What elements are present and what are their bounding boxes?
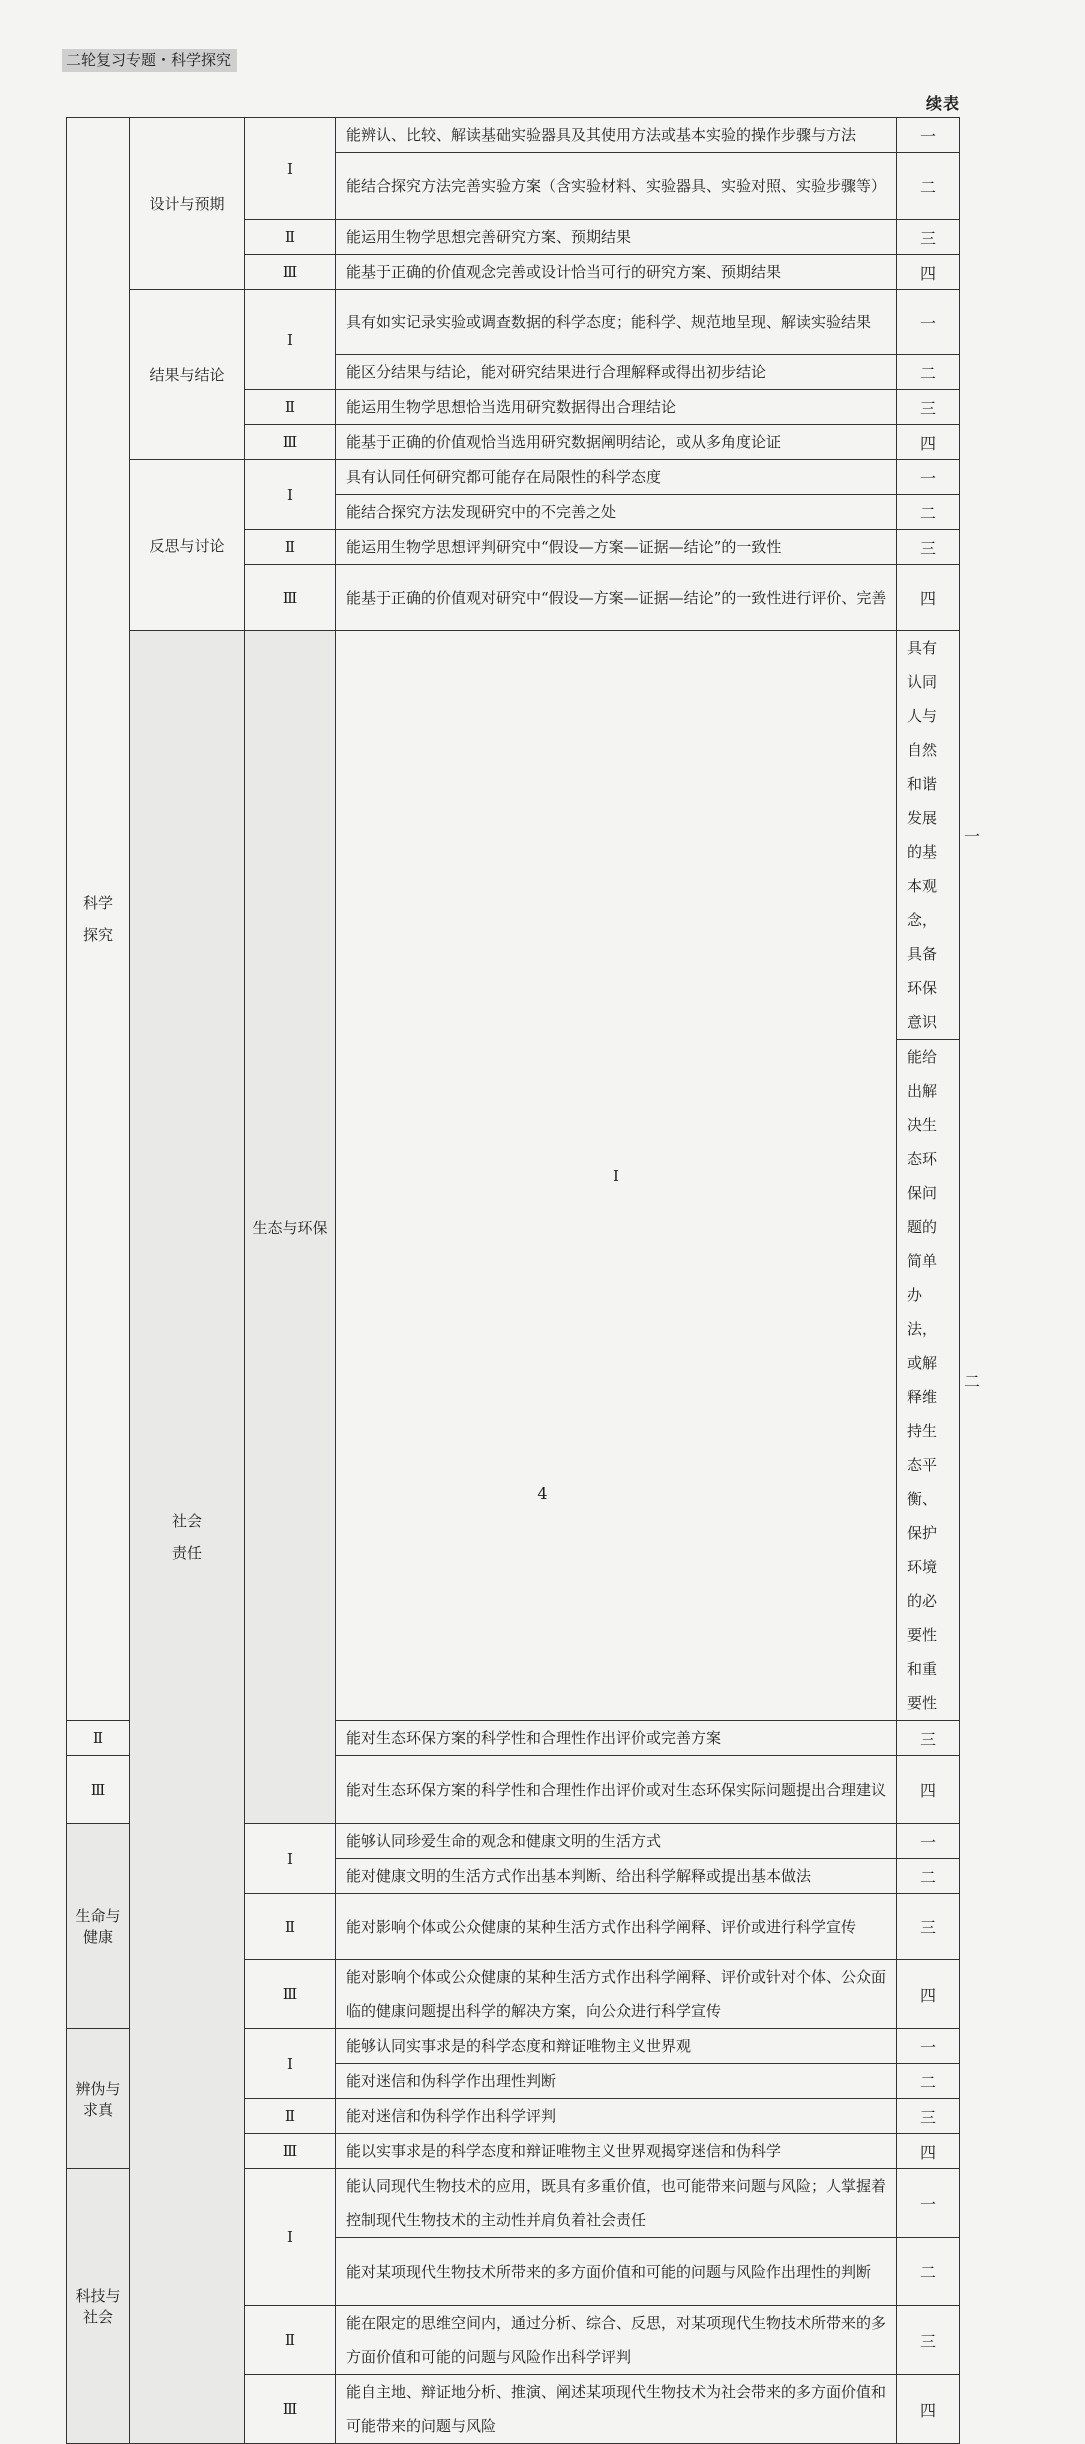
section-label: 二轮复习专题・科学探究 — [62, 49, 237, 72]
description-cell: 能够认同实事求是的科学态度和辩证唯物主义世界观 — [336, 2029, 897, 2064]
level-cell: Ⅲ — [245, 2375, 336, 2444]
domain-cell: 科学 探究 — [67, 118, 130, 1721]
description-cell: 能辨认、比较、解读基础实验器具及其使用方法或基本实验的操作步骤与方法 — [336, 118, 897, 153]
description-cell: 能对健康文明的生活方式作出基本判断、给出科学解释或提出基本做法 — [336, 1859, 897, 1894]
description-cell: 能对生态环保方案的科学性和合理性作出评价或对生态环保实际问题提出合理建议 — [336, 1756, 897, 1824]
table-row: 社会 责任 生态与环保 Ⅰ 具有认同人与自然和谐发展的基本观念，具备环保意识 一 — [67, 631, 960, 1040]
description-cell: 具有认同任何研究都可能存在局限性的科学态度 — [336, 460, 897, 495]
level-cell: Ⅱ — [245, 390, 336, 425]
level-cell: Ⅲ — [245, 255, 336, 290]
domain-cell: 社会 责任 — [130, 631, 245, 2444]
description-cell: 能结合探究方法发现研究中的不完善之处 — [336, 495, 897, 530]
level-cell: Ⅲ — [67, 1756, 130, 1824]
grade-cell: 四 — [897, 2375, 960, 2444]
description-cell: 能基于正确的价值观恰当选用研究数据阐明结论，或从多角度论证 — [336, 425, 897, 460]
grade-cell: 三 — [897, 390, 960, 425]
description-cell: 能自主地、辩证地分析、推演、阐述某项现代生物技术为社会带来的多方面价值和可能带来的问题与风险 — [336, 2375, 897, 2444]
level-cell: Ⅱ — [245, 2099, 336, 2134]
level-cell: Ⅱ — [245, 530, 336, 565]
description-cell: 能在限定的思维空间内，通过分析、综合、反思，对某项现代生物技术所带来的多方面价值和可能的问题与风险作出科学评判 — [336, 2306, 897, 2375]
grade-cell: 一 — [897, 118, 960, 153]
page-number: 4 — [537, 1484, 548, 1503]
description-cell: 能运用生物学思想完善研究方案、预期结果 — [336, 220, 897, 255]
grade-cell: 一 — [897, 1824, 960, 1859]
grade-cell: 三 — [897, 1721, 960, 1756]
grade-cell: 二 — [897, 355, 960, 390]
grade-cell: 四 — [897, 1756, 960, 1824]
level-cell: Ⅰ — [245, 2169, 336, 2306]
level-cell: Ⅱ — [245, 1894, 336, 1960]
grade-cell: 一 — [897, 2169, 960, 2238]
grade-cell: 四 — [897, 2134, 960, 2169]
table-row — [67, 460, 960, 495]
description-cell: 能对影响个体或公众健康的某种生活方式作出科学阐释、评价或针对个体、公众面临的健康问题提出科学的解决方案，向公众进行科学宣传 — [336, 1960, 897, 2029]
level-cell: Ⅲ — [245, 2134, 336, 2169]
level-cell: Ⅰ — [245, 290, 336, 390]
grade-cell: 四 — [897, 255, 960, 290]
grade-cell: 一 — [897, 460, 960, 495]
description-cell: 具有认同人与自然和谐发展的基本观念，具备环保意识 — [897, 631, 960, 1040]
level-cell: Ⅱ — [245, 220, 336, 255]
description-cell: 能够认同珍爱生命的观念和健康文明的生活方式 — [336, 1824, 897, 1859]
description-cell: 能对迷信和伪科学作出科学评判 — [336, 2099, 897, 2134]
description-cell: 能对迷信和伪科学作出理性判断 — [336, 2064, 897, 2099]
description-cell: 能结合探究方法完善实验方案（含实验材料、实验器具、实验对照、实验步骤等） — [336, 153, 897, 220]
level-cell: Ⅱ — [67, 1721, 130, 1756]
grade-cell: 三 — [897, 530, 960, 565]
grade-cell: 四 — [897, 565, 960, 631]
grade-cell: 三 — [897, 220, 960, 255]
level-cell: Ⅰ — [245, 460, 336, 530]
subdomain-cell: 生命与健康 — [67, 1824, 130, 2029]
description-cell: 能对影响个体或公众健康的某种生活方式作出科学阐释、评价或进行科学宣传 — [336, 1894, 897, 1960]
subdomain-cell: 反思与讨论 — [130, 460, 245, 631]
grade-cell: 二 — [897, 153, 960, 220]
description-cell: 能认同现代生物技术的应用，既具有多重价值，也可能带来问题与风险；人掌握着控制现代生物技术的主动性并肩负着社会责任 — [336, 2169, 897, 2238]
grade-cell: 三 — [897, 2306, 960, 2375]
description-cell: 能给出解决生态环保问题的简单办法，或解释维持生态平衡、保护环境的必要性和重要性 — [897, 1040, 960, 1721]
description-cell: 能运用生物学思想评判研究中“假设—方案—证据—结论”的一致性 — [336, 530, 897, 565]
competency-table — [66, 117, 981, 2444]
grade-cell: 三 — [897, 1894, 960, 1960]
level-cell: Ⅲ — [245, 425, 336, 460]
grade-cell: 二 — [897, 2064, 960, 2099]
grade-cell: 四 — [897, 425, 960, 460]
grade-cell: 三 — [897, 2099, 960, 2134]
level-cell: Ⅰ — [336, 631, 897, 1721]
level-cell: Ⅲ — [245, 1960, 336, 2029]
table-row — [67, 118, 960, 153]
description-cell: 能基于正确的价值观对研究中“假设—方案—证据—结论”的一致性进行评价、完善 — [336, 565, 897, 631]
subdomain-cell: 科技与社会 — [67, 2169, 130, 2444]
table-row — [67, 290, 960, 355]
grade-cell: 四 — [897, 1960, 960, 2029]
description-cell: 能对生态环保方案的科学性和合理性作出评价或完善方案 — [336, 1721, 897, 1756]
level-cell: Ⅲ — [245, 565, 336, 631]
level-cell: Ⅰ — [245, 1824, 336, 1894]
subdomain-cell: 结果与结论 — [130, 290, 245, 460]
level-cell: Ⅱ — [245, 2306, 336, 2375]
description-cell: 能对某项现代生物技术所带来的多方面价值和可能的问题与风险作出理性的判断 — [336, 2238, 897, 2306]
subdomain-cell: 辨伪与求真 — [67, 2029, 130, 2169]
grade-cell: 一 — [897, 2029, 960, 2064]
subdomain-cell: 设计与预期 — [130, 118, 245, 290]
grade-cell: 二 — [897, 1859, 960, 1894]
grade-cell: 二 — [897, 2238, 960, 2306]
continued-label: 续表 — [925, 94, 960, 113]
description-cell: 具有如实记录实验或调查数据的科学态度；能科学、规范地呈现、解读实验结果 — [336, 290, 897, 355]
description-cell: 能区分结果与结论，能对研究结果进行合理解释或得出初步结论 — [336, 355, 897, 390]
level-cell: Ⅰ — [245, 2029, 336, 2099]
table-row: 能给出解决生态环保问题的简单办法，或解释维持生态平衡、保护环境的必要性和重要性 二 — [67, 1040, 960, 1721]
grade-cell: 二 — [897, 495, 960, 530]
description-cell: 能以实事求是的科学态度和辩证唯物主义世界观揭穿迷信和伪科学 — [336, 2134, 897, 2169]
grade-cell: 一 — [897, 290, 960, 355]
description-cell: 能运用生物学思想恰当选用研究数据得出合理结论 — [336, 390, 897, 425]
description-cell: 能基于正确的价值观念完善或设计恰当可行的研究方案、预期结果 — [336, 255, 897, 290]
subdomain-cell: 生态与环保 — [245, 631, 336, 1824]
level-cell: Ⅰ — [245, 118, 336, 220]
